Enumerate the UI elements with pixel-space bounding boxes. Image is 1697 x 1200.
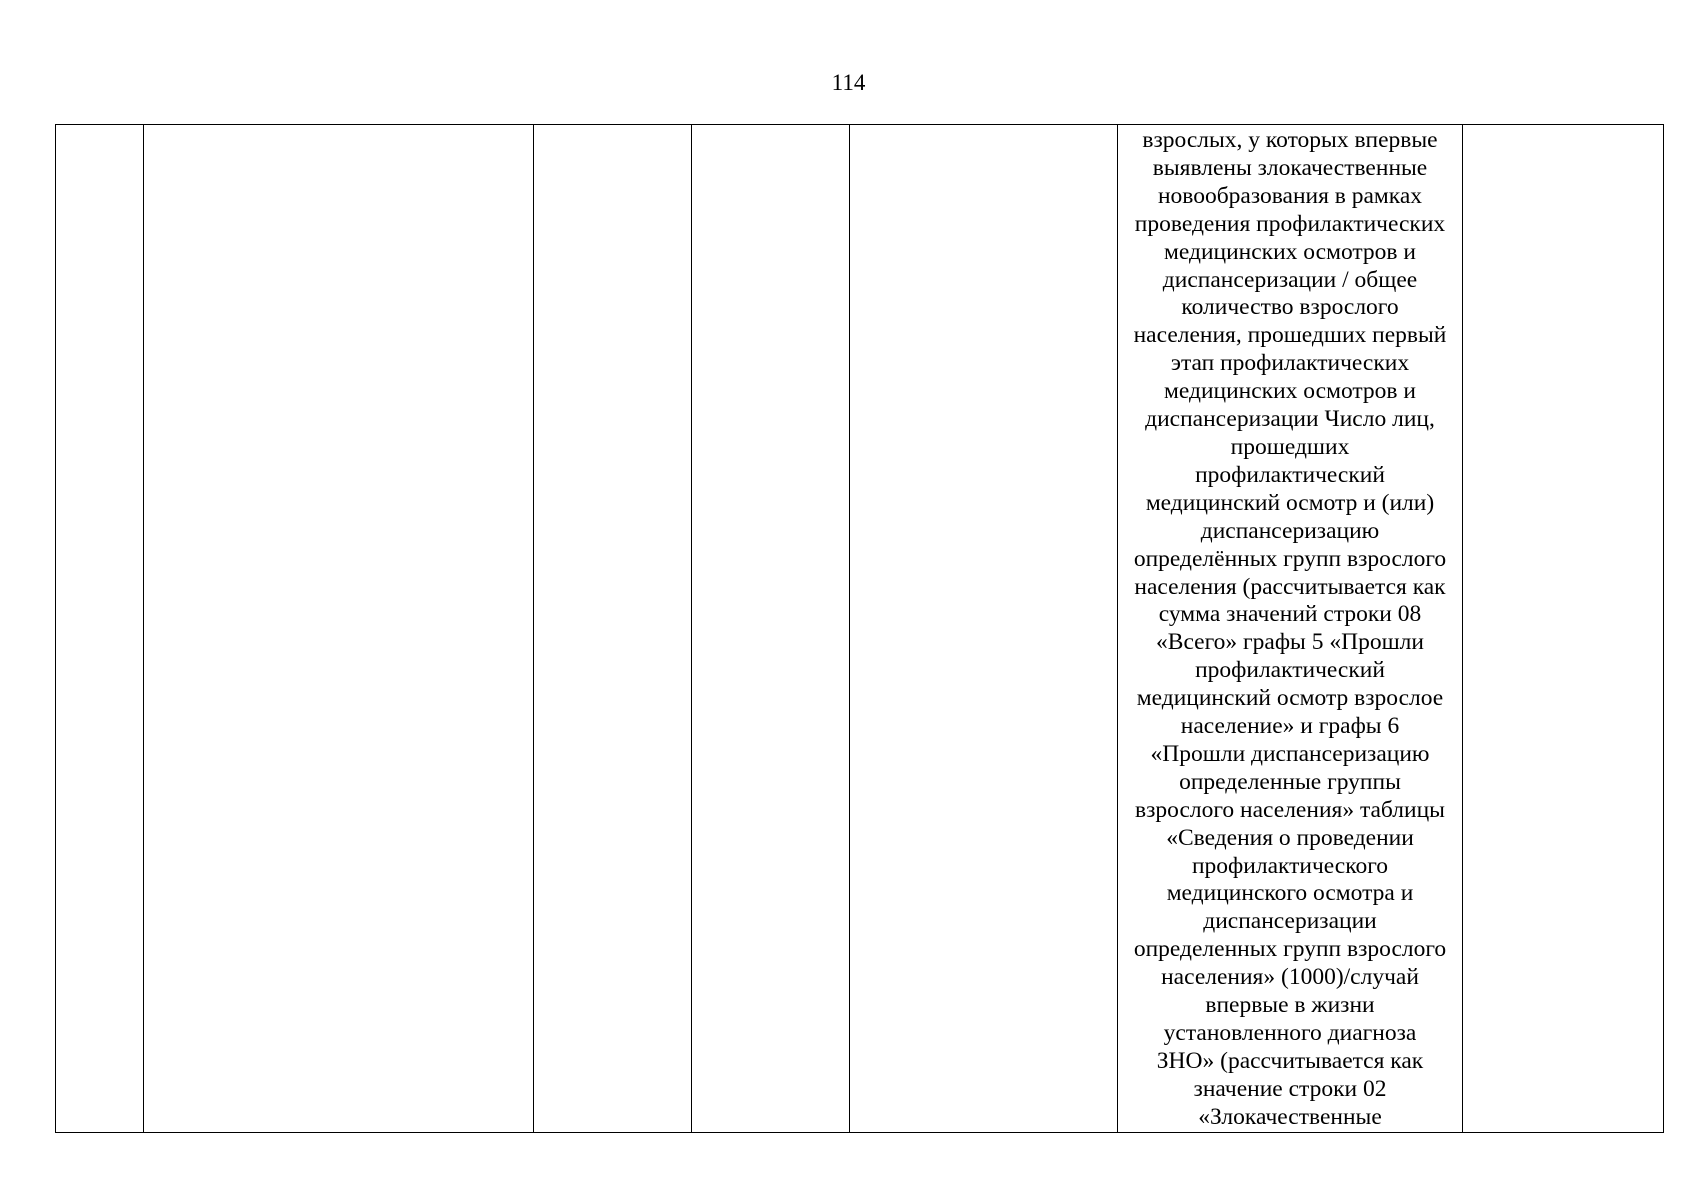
cell-text-line: новообразования в рамках (1157, 182, 1423, 209)
cell-text-line: медицинский осмотр взрослое (1136, 685, 1444, 712)
cell-text-line: «Прошли диспансеризацию (1150, 740, 1430, 767)
cell-text-line: профилактический (1195, 657, 1385, 684)
cell-text-line: «Сведения о проведении (1166, 824, 1414, 851)
page-number: 114 (831, 70, 866, 95)
cell-text-line: медицинских осмотров и (1164, 238, 1416, 265)
cell-text-line: диспансеризацию (1200, 517, 1380, 544)
cell-text-line: взрослого населения» таблицы (1135, 796, 1445, 823)
cell-text-line: сумма значений строки 08 (1158, 601, 1422, 628)
cell-text-line: значение строки 02 (1193, 1075, 1387, 1102)
cell-text-line: диспансеризации (1203, 908, 1377, 935)
table-cell-col-4 (692, 125, 850, 1133)
cell-text-line: прошедших (1230, 433, 1350, 460)
cell-text-line: населения» (1000)/случай (1161, 964, 1419, 991)
cell-text-line: установленного диагноза (1163, 1020, 1417, 1046)
cell-text-line: «Злокачественные (1198, 1103, 1382, 1130)
table-cell-col-5 (850, 125, 1118, 1133)
cell-text-line: впервые в жизни (1205, 992, 1375, 1019)
cell-text-line: определённых групп взрослого (1133, 545, 1447, 572)
cell-text-line: этап профилактических (1170, 350, 1410, 377)
cell-text-line: проведения профилактических (1134, 210, 1446, 237)
cell-text-line: профилактического (1191, 852, 1389, 879)
cell-text-line: медицинского осмотра и (1166, 880, 1414, 907)
cell-text-line: населения (рассчитывается как (1134, 573, 1446, 600)
cell-text-line: медицинских осмотров и (1164, 378, 1416, 405)
document-table (55, 124, 1664, 1133)
cell-text-line: диспансеризации Число лиц, (1145, 406, 1435, 433)
cell-text-line: выявлены злокачественные (1152, 154, 1428, 181)
cell-text-line: население» и графы 6 (1180, 713, 1400, 740)
table-row (56, 125, 1664, 1133)
cell-text-line: взрослых, у которых впервые (1142, 127, 1438, 153)
table-cell-col-2 (144, 125, 534, 1133)
table-cell-col-1 (56, 125, 144, 1133)
cell-text-line: количество взрослого (1181, 294, 1399, 321)
table-cell-col-7 (1463, 125, 1664, 1133)
table-cell-col-6 (1118, 125, 1463, 1133)
table-cell-col-3 (534, 125, 692, 1133)
cell-text-line: медицинский осмотр и (или) (1145, 489, 1435, 516)
cell-text-line: определенные группы (1179, 768, 1401, 795)
cell-text-line: диспансеризации / общее (1162, 266, 1418, 293)
cell-text-line: профилактический (1195, 461, 1385, 488)
cell-text-line: населения, прошедших первый (1133, 322, 1447, 349)
cell-text-line: ЗНО» (рассчитывается как (1156, 1047, 1424, 1074)
cell-text-line: «Всего» графы 5 «Прошли (1156, 629, 1424, 656)
cell-text-line: определенных групп взрослого (1133, 936, 1447, 963)
